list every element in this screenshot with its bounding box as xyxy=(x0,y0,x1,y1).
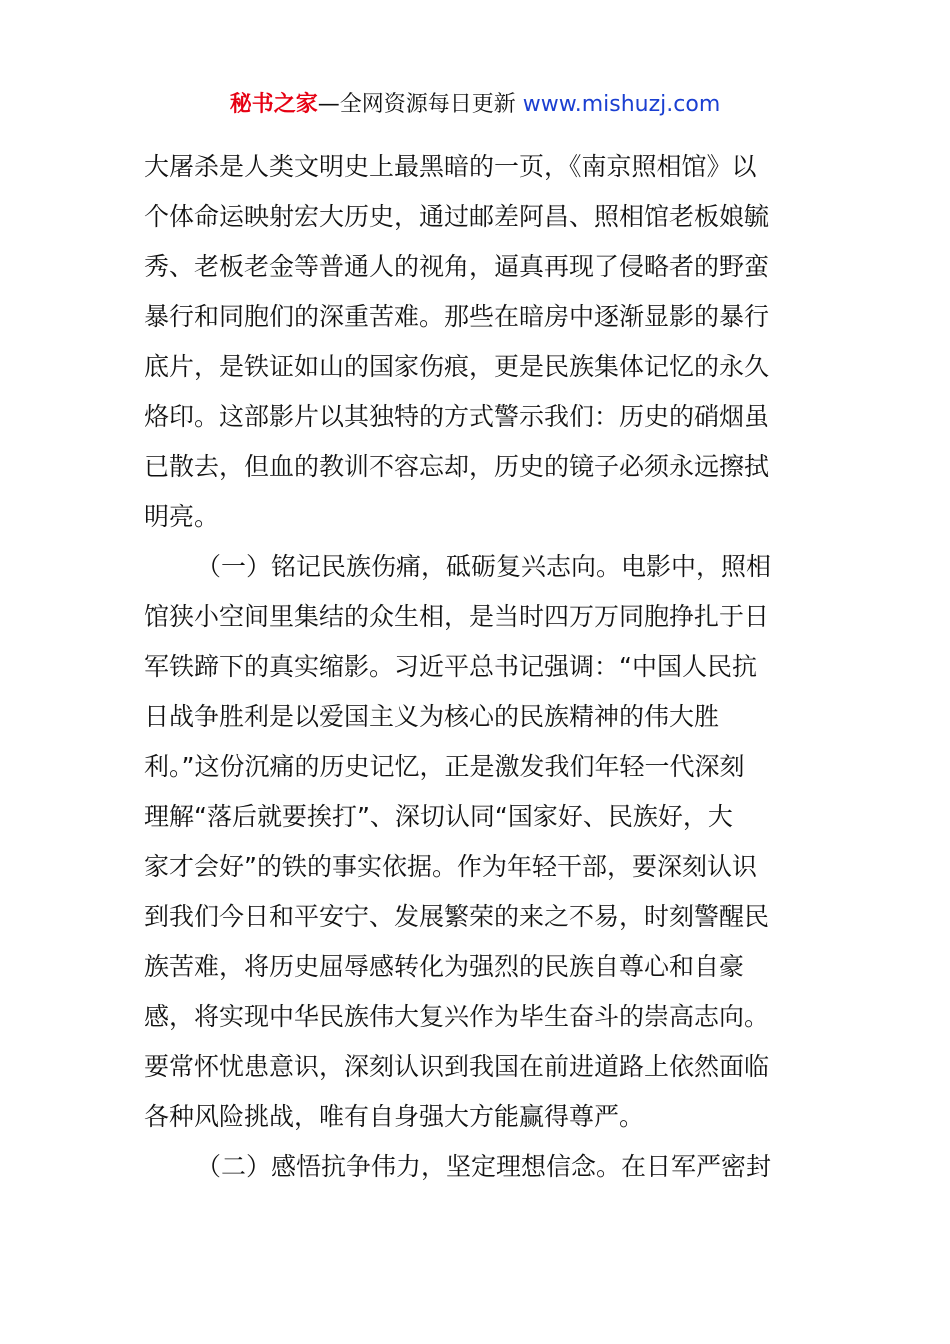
document-body xyxy=(144,142,808,1192)
site-brand: 秘书之家 xyxy=(229,92,318,117)
text-line: 秀、老板老金等普通人的视角，逼真再现了侵略者的野蛮 xyxy=(144,252,770,281)
text-line: 明亮。 xyxy=(144,502,220,531)
text-line: 各种风险挑战，唯有自身强大方能赢得尊严。 xyxy=(144,1102,645,1131)
text-line: 烙印。这部影片以其独特的方式警示我们：历史的硝烟虽 xyxy=(144,402,770,431)
text-line: 感，将实现中华民族伟大复兴作为毕生奋斗的崇高志向。 xyxy=(144,1002,770,1031)
text-line: 馆狭小空间里集结的众生相，是当时四万万同胞挣扎于日 xyxy=(144,602,770,631)
text-line: 家才会好”的铁的事实依据。作为年轻干部，要深刻认识 xyxy=(144,852,757,881)
text-line: 到我们今日和平安宁、发展繁荣的来之不易，时刻警醒民 xyxy=(144,902,770,931)
text-line: 大屠杀是人类文明史上最黑暗的一页，《南京照相馆》以 xyxy=(144,152,757,181)
site-header xyxy=(0,88,950,122)
text-line: 暴行和同胞们的深重苦难。那些在暗房中逐渐显影的暴行 xyxy=(144,302,770,331)
text-line: 个体命运映射宏大历史，通过邮差阿昌、照相馆老板娘毓 xyxy=(144,202,770,231)
text-line: 族苦难，将历史屈辱感转化为强烈的民族自尊心和自豪 xyxy=(144,952,745,981)
text-line: 日战争胜利是以爱国主义为核心的民族精神的伟大胜 xyxy=(144,702,720,731)
site-url-link[interactable]: www.mishuzj.com xyxy=(522,92,721,117)
text-line: 利。”这份沉痛的历史记忆，正是激发我们年轻一代深刻 xyxy=(144,752,745,781)
text-line: 底片，是铁证如山的国家伤痕，更是民族集体记忆的永久 xyxy=(144,352,770,381)
text-line: 理解“落后就要挨打”、深切认同“国家好、民族好，大 xyxy=(144,802,733,831)
text-line: （二）感悟抗争伟力，坚定理想信念。在日军严密封 xyxy=(196,1152,772,1181)
site-tagline: —全网资源每日更新 xyxy=(317,92,523,117)
text-line: 已散去，但血的教训不容忘却，历史的镜子必须永远擦拭 xyxy=(144,452,770,481)
text-line: （一）铭记民族伤痛，砥砺复兴志向。电影中，照相 xyxy=(196,552,772,581)
text-line: 要常怀忧患意识，深刻认识到我国在前进道路上依然面临 xyxy=(144,1052,770,1081)
text-line: 军铁蹄下的真实缩影。习近平总书记强调：“中国人民抗 xyxy=(144,652,757,681)
